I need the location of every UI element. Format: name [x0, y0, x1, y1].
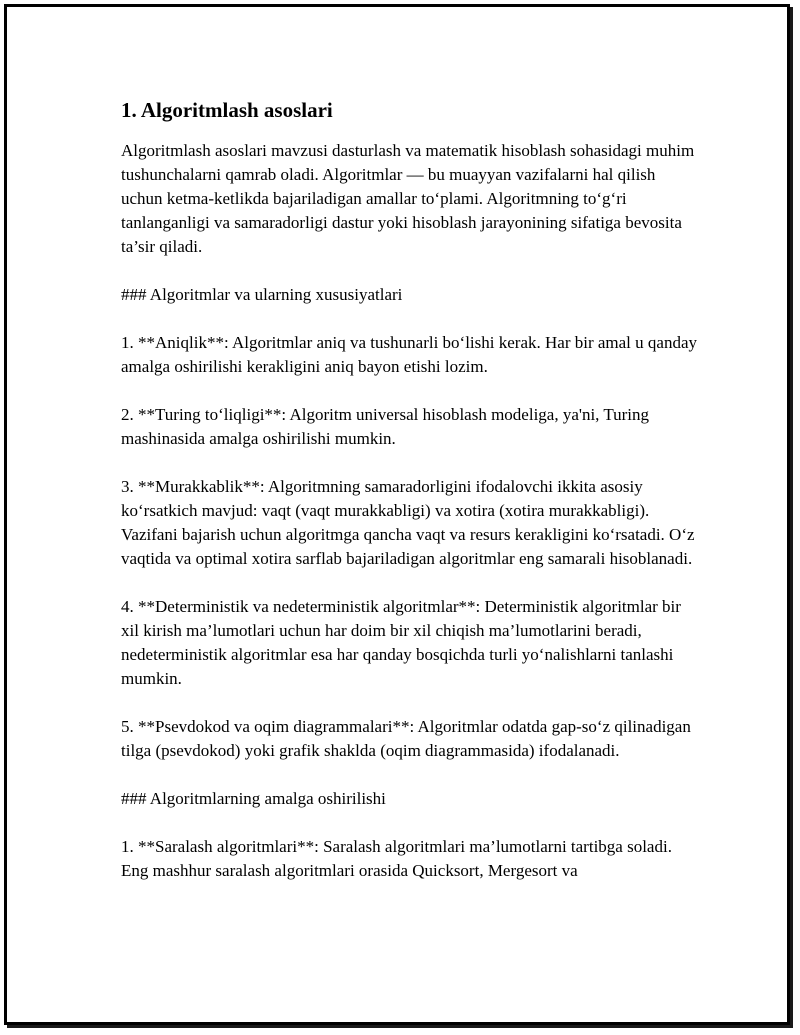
section-heading-properties: ### Algoritmlar va ularning xususiyatlari	[121, 285, 403, 304]
list-item-turing: 2. **Turing to‘liqligi**: Algoritm universal hisoblash modeliga, ya'ni, Turing mashinasida amalga oshirilishi mumkin.	[121, 405, 650, 448]
list-item-aniqlik: 1. **Aniqlik**: Algoritmlar aniq va tushunarli bo‘lishi kerak. Har bir amal u qanday amalga oshirilishi kerakligini aniq bayon etishi lozim.	[121, 333, 697, 376]
list-item-psevdokod: 5. **Psevdokod va oqim diagrammalari**: Algoritmlar odatda gap-so‘z qilinadigan tilga (psevdokod) yoki grafik shaklda (oqim diagrammasida) ifodalanadi.	[121, 717, 691, 760]
intro-paragraph: Algoritmlash asoslari mavzusi dasturlash va matematik hisoblash sohasidagi muhim tushunchalarni qamrab oladi. Algoritmlar — bu muayyan vazifalarni hal qilish uchun ketma-ketlikda bajariladigan amallar to‘plami. Algoritmning to‘g‘ri tanlanganligi va samaradorligi dastur yoki hisoblash jarayonining sifatiga bevosita ta’sir qiladi.	[121, 141, 695, 256]
document-title: 1. Algoritmlash asoslari	[121, 98, 333, 122]
list-item-murakkablik: 3. **Murakkablik**: Algoritmning samaradorligini ifodalovchi ikkita asosiy ko‘rsatkich mavjud: vaqt (vaqt murakkabligi) va xotira (xotira murakkabligi). Vazifani bajarish uchun algoritmga qancha vaqt va resurs kerakligini ko‘rsatadi. O‘z vaqtida va optimal xotira sarflab bajariladigan algoritmlar eng samarali hisoblanadi.	[121, 477, 695, 568]
list-item-deterministik: 4. **Deterministik va nedeterministik algoritmlar**: Deterministik algoritmlar bir xil kirish ma’lumotlari uchun har doim bir xil chiqish ma’lumotlarini beradi, nedeterministik algoritmlar esa har qanday bosqichda turli yo‘nalishlarni tanlashi mumkin.	[121, 597, 681, 688]
section-heading-implementation: ### Algoritmlarning amalga oshirilishi	[121, 789, 386, 808]
document-page	[4, 4, 790, 1025]
document-body	[121, 97, 701, 907]
list-item-saralash: 1. **Saralash algoritmlari**: Saralash algoritmlari ma’lumotlarni tartibga soladi. Eng mashhur saralash algoritmlari orasida Quicksort, Mergesort va	[121, 837, 672, 880]
